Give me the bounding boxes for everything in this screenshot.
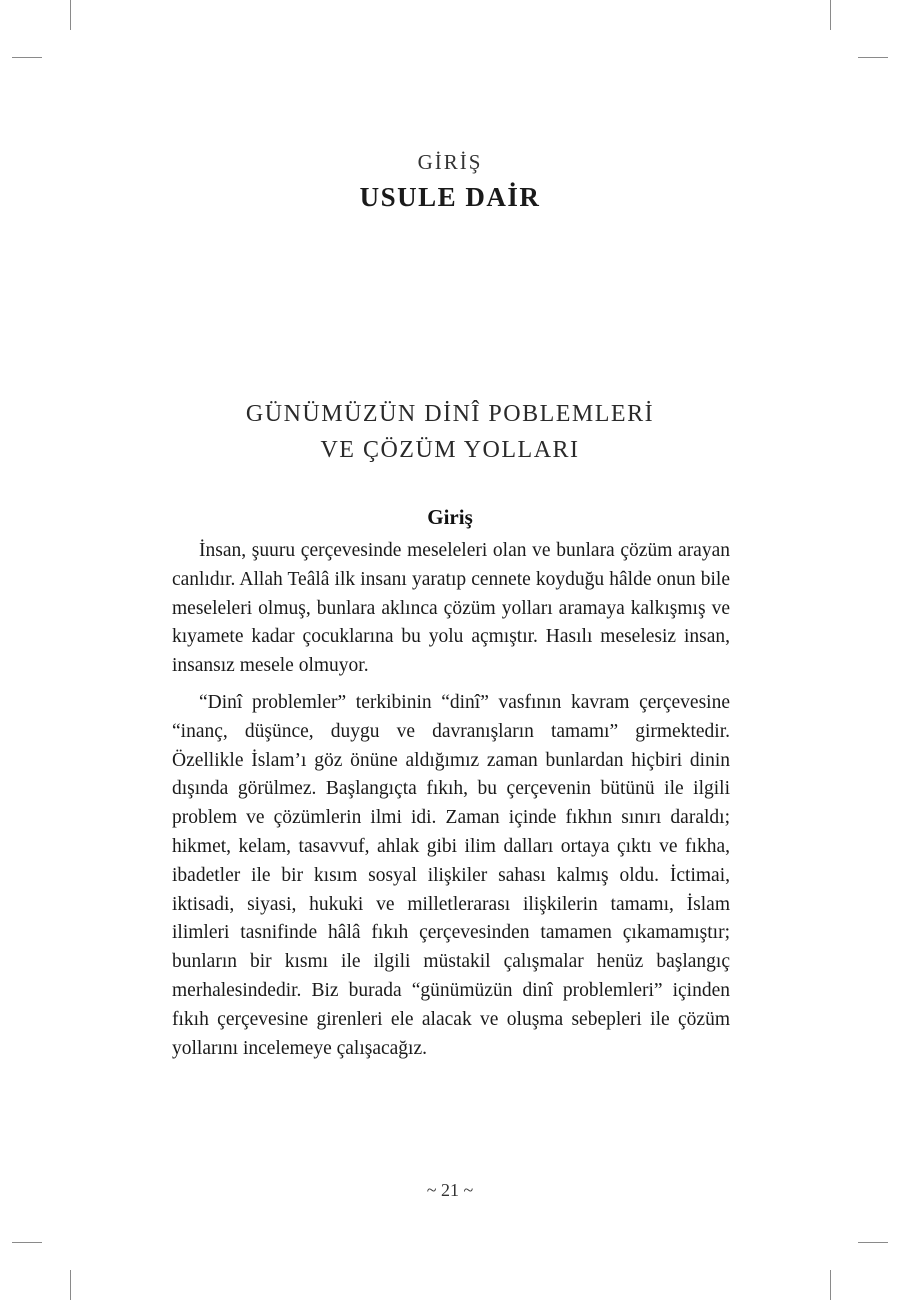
crop-mark <box>858 57 888 58</box>
crop-mark <box>70 1270 71 1300</box>
crop-mark <box>830 0 831 30</box>
crop-mark <box>858 1242 888 1243</box>
body-text <box>172 537 730 1071</box>
crop-mark <box>12 57 42 58</box>
section-heading: Giriş <box>427 505 473 529</box>
chapter-title-line: GÜNÜMÜZÜN DİNÎ POBLEMLERİ <box>245 401 655 427</box>
part-title: USULE DAİR <box>359 182 541 212</box>
chapter-title-line: VE ÇÖZÜM YOLLARI <box>320 437 580 463</box>
page-number: ~ 21 ~ <box>426 1180 474 1200</box>
crop-mark <box>12 1242 42 1243</box>
crop-mark <box>830 1270 831 1300</box>
part-label: GİRİŞ <box>417 150 483 174</box>
paragraph: “Dinî problemler” terkibinin “dinî” vasfının kavram çerçevesine “inanç, düşünce, duygu ve davranışların tamamı” girmektedir. Özellikle İslam’ı göz önüne aldığımız zaman bunlardan hiçbiri dinin dışında görülmez. Başlangıçta fıkıh, bu çerçevenin bütünü ile ilgili problem ve çözümlerin ilmi idi. Zaman içinde fıkhın sınırı daraldı; hikmet, kelam, tasavvuf, ahlak gibi ilim dalları ortaya çıktı ve fıkha, ibadetler ile bir kısım sosyal ilişkiler sahası kalmış oldu. İctimai, iktisadi, siyasi, hukuki ve milletlerarası ilişkilerin tamamı, İslam ilimleri tasnifinde hâlâ fıkıh çerçevesinden tamamen çıkamamıştır; bunların bir kısmı ile ilgili müstakil çalışmalar henüz başlangıç merhalesindedir. Biz burada “günümüzün dinî problemleri” içinden fıkıh çerçevesine girenleri ele alacak ve oluşma sebepleri ile çözüm yollarını incelemeye çalışacağız. <box>172 691 730 1059</box>
crop-mark <box>70 0 71 30</box>
paragraph: İnsan, şuuru çerçevesinde meseleleri olan ve bunlara çözüm arayan canlıdır. Allah Teâlâ ilk insanı yaratıp cennete koyduğu hâlde onun bile meseleleri olmuş, bunlara aklınca çözüm yolları aramaya kalkışmış ve kıyamete kadar çocuklarına bu yolu açmıştır. Hasılı meselesiz insan, insansız mesele olmuyor. <box>172 540 730 677</box>
chapter-title <box>0 396 900 468</box>
